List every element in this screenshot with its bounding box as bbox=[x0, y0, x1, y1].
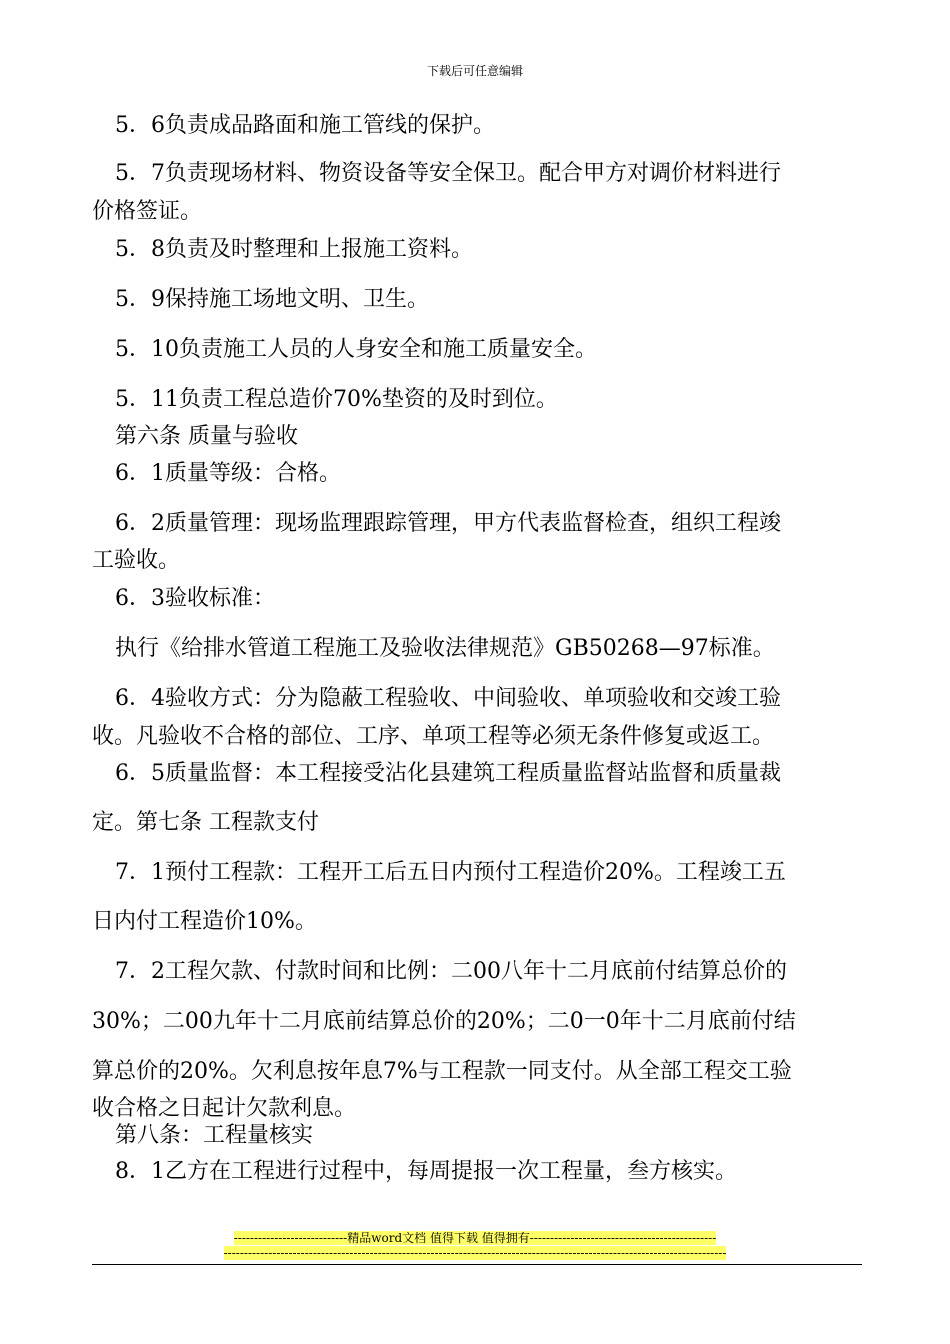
clause-6-5: 6．5质量监督：本工程接受沾化县建筑工程质量监督站监督和质量裁 bbox=[115, 761, 781, 786]
clause-5-7: 5．7负责现场材料、物资设备等安全保卫。配合甲方对调价材料进行 bbox=[115, 161, 781, 186]
clause-6-3: 6．3验收标准： bbox=[115, 586, 275, 611]
clause-7-2-cont-2: 算总价的20%。欠利息按年息7%与工程款一同支付。从全部工程交工验 bbox=[92, 1059, 792, 1084]
clause-7-2-cont-3: 收合格之日起计欠款利息。 bbox=[92, 1096, 357, 1121]
clause-7-2-cont-1: 30%；二00九年十二月底前结算总价的20%；二0一0年十二月底前付结 bbox=[92, 1009, 796, 1034]
clause-6-1: 6．1质量等级：合格。 bbox=[115, 461, 341, 486]
clause-6-2: 6．2质量管理：现场监理跟踪管理，甲方代表监督检查，组织工程竣 bbox=[115, 511, 781, 536]
clause-7-1-cont: 日内付工程造价10%。 bbox=[92, 909, 317, 934]
clause-5-7-cont: 价格签证。 bbox=[92, 199, 203, 224]
footer-banner-line-2 bbox=[0, 1246, 950, 1260]
clause-6-3-standard: 执行《给排水管道工程施工及验收法律规范》GB50268—97标准。 bbox=[115, 636, 775, 661]
clause-5-8: 5．8负责及时整理和上报施工资料。 bbox=[115, 237, 473, 262]
clause-8-1: 8．1乙方在工程进行过程中，每周提报一次工程量，叁方核实。 bbox=[115, 1159, 737, 1184]
clause-6-5-cont-article-7: 定。第七条 工程款支付 bbox=[92, 810, 319, 835]
article-8-heading: 第八条：工程量核实 bbox=[115, 1123, 314, 1148]
clause-7-2: 7．2工程欠款、付款时间和比例：二00八年十二月底前付结算总价的 bbox=[115, 959, 787, 984]
clause-7-1: 7．1预付工程款：工程开工后五日内预付工程造价20%。工程竣工五 bbox=[115, 860, 786, 885]
footer-rule bbox=[92, 1264, 862, 1265]
clause-6-4-cont: 收。凡验收不合格的部位、工序、单项工程等必须无条件修复或返工。 bbox=[92, 724, 775, 749]
clause-5-9: 5．9保持施工场地文明、卫生。 bbox=[115, 287, 429, 312]
clause-5-10: 5．10负责施工人员的人身安全和施工质量安全。 bbox=[115, 337, 597, 362]
footer-banner-dashes: ---------------------------------------------------------------------------------------------------------------------------- bbox=[223, 1246, 727, 1260]
footer-banner-text: ----------------------------精品word文档 值得下载 值得拥有---------------------------------------------- bbox=[233, 1231, 717, 1245]
page-header: 下载后可任意编辑 bbox=[426, 64, 523, 78]
clause-5-11: 5．11负责工程总造价70%垫资的及时到位。 bbox=[115, 387, 558, 412]
footer-banner-line-1 bbox=[0, 1231, 950, 1245]
clause-6-4: 6．4验收方式：分为隐蔽工程验收、中间验收、单项验收和交竣工验 bbox=[115, 686, 781, 711]
clause-6-2-cont: 工验收。 bbox=[92, 548, 181, 573]
article-6-heading: 第六条 质量与验收 bbox=[115, 424, 298, 449]
clause-5-6: 5．6负责成品路面和施工管线的保护。 bbox=[115, 113, 495, 138]
